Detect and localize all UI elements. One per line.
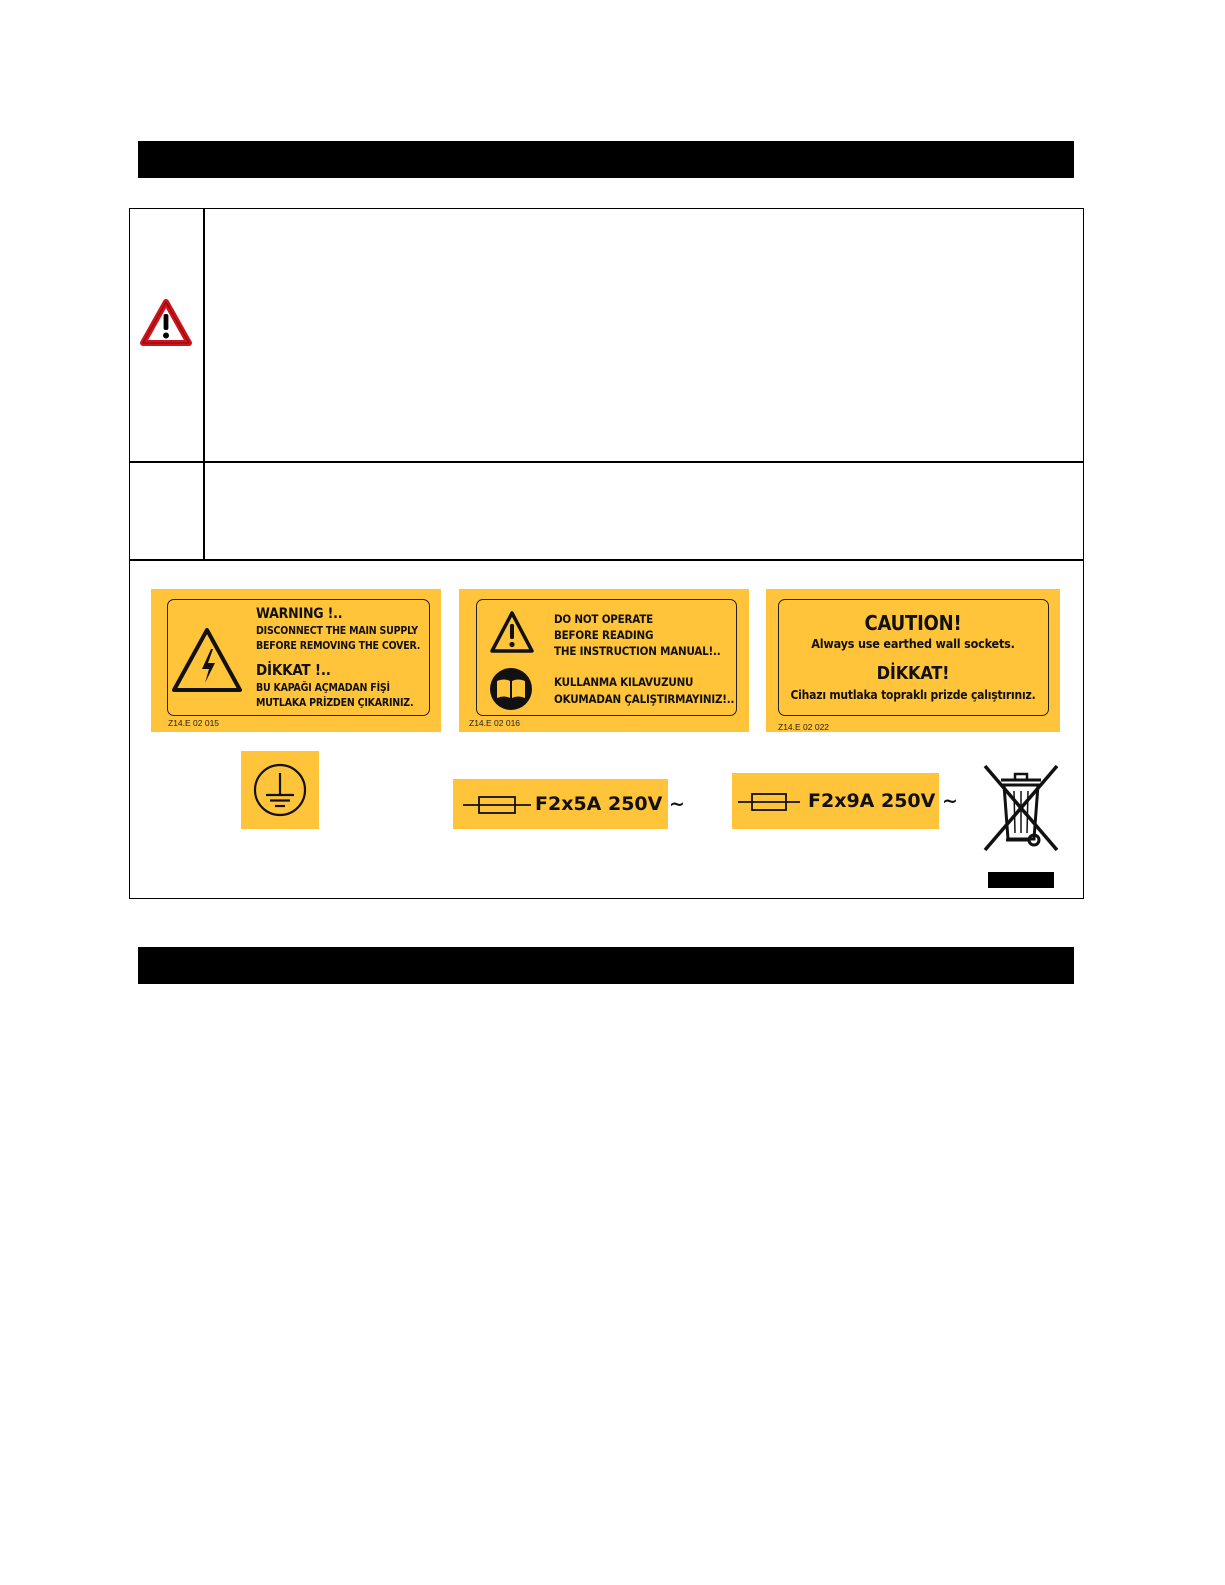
caution-line-1: Always use earthed wall sockets.: [811, 636, 1015, 651]
manual-label-code: Z14.E 02 016: [469, 718, 521, 728]
warning-disconnect-label: [151, 589, 441, 732]
warning-triangle-icon: [140, 299, 192, 347]
earth-ground-icon: [252, 762, 308, 818]
table-row-divider-2: [129, 559, 1084, 561]
weee-bin-icon: [981, 763, 1061, 889]
table-column-divider: [203, 208, 205, 560]
warning-title: WARNING !..: [256, 606, 343, 622]
fuse-5a-label: [453, 779, 685, 829]
manual-line-2-tr: OKUMADAN ÇALIŞTIRMAYINIZ!..: [554, 692, 735, 706]
fuse-5a-text: F2x5A 250V ~: [535, 793, 685, 815]
warning-title-tr: DİKKAT !..: [256, 661, 331, 679]
warning-line-1-tr: BU KAPAĞI AÇMADAN FİŞİ: [256, 682, 390, 694]
fuse-9a-label: [732, 773, 958, 829]
section-header-bar-bottom: [138, 947, 1074, 984]
caution-earthed-label: [766, 589, 1060, 732]
warning-label-code: Z14.E 02 015: [168, 718, 220, 728]
fuse-9a-text: F2x9A 250V ~: [808, 790, 958, 812]
section-header-bar-top: [138, 141, 1074, 178]
caution-title-tr: DİKKAT!: [876, 663, 950, 684]
manual-line-1-tr: KULLANMA KILAVUZUNU: [554, 675, 694, 689]
earth-ground-label: [241, 751, 319, 829]
warning-line-2: BEFORE REMOVING THE COVER.: [256, 640, 421, 652]
manual-line-2: BEFORE READING: [554, 628, 654, 642]
manual-book-icon: [489, 667, 533, 711]
manual-line-3: THE INSTRUCTION MANUAL!..: [554, 644, 721, 658]
caution-label-code: Z14.E 02 022: [778, 722, 830, 732]
warning-triangle-outline-icon: [490, 611, 534, 653]
fuse-icon: [738, 792, 800, 812]
instruction-manual-label: [459, 589, 749, 732]
fuse-icon: [463, 795, 531, 815]
caution-line-1-tr: Cihazı mutlaka topraklı prizde çalıştırınız.: [790, 688, 1036, 702]
table-row-divider-1: [129, 461, 1084, 463]
caution-title: CAUTION!: [864, 611, 962, 635]
warning-line-2-tr: MUTLAKA PRİZDEN ÇIKARINIZ.: [256, 697, 414, 709]
electric-shock-icon: [171, 627, 243, 693]
warning-line-1: DISCONNECT THE MAIN SUPPLY: [256, 625, 418, 637]
manual-line-1: DO NOT OPERATE: [554, 612, 653, 626]
